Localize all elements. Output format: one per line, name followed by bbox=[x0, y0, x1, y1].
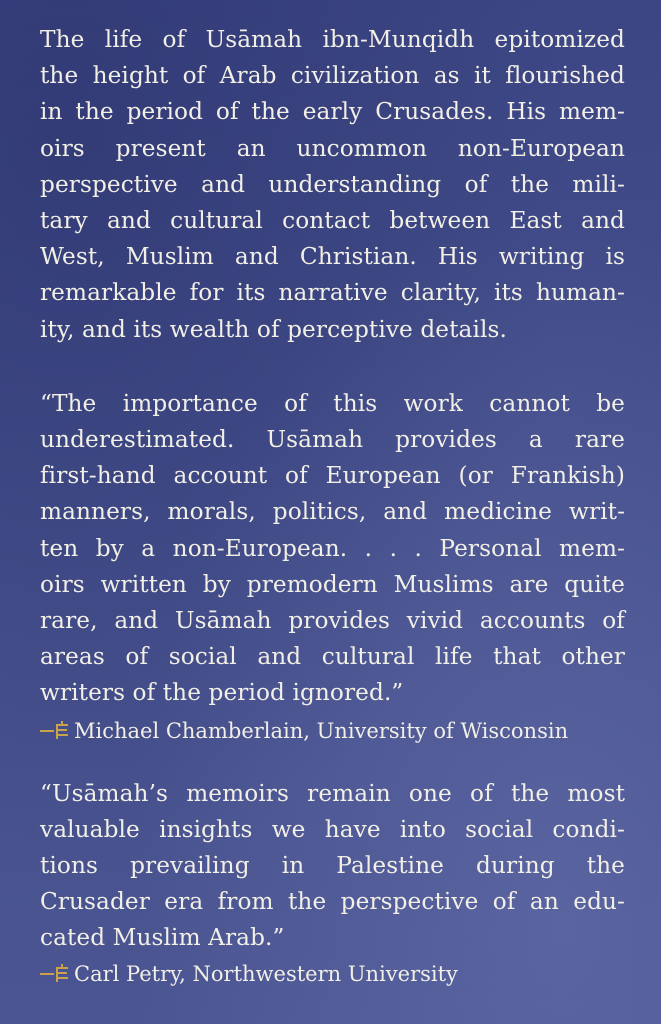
intro-line: remarkable for its narrative clarity, its human- bbox=[40, 279, 625, 307]
quote-line: rare, and Usāmah provides vivid accounts of bbox=[40, 607, 625, 635]
intro-line: West, Muslim and Christian. His writing is bbox=[40, 243, 625, 271]
quote-line: writers of the period ignored.” bbox=[40, 679, 404, 707]
quote-line: “Usāmah’s memoirs remain one of the most bbox=[40, 779, 625, 807]
intro-paragraph bbox=[40, 22, 625, 348]
quote-line: “The importance of this work cannot be bbox=[40, 389, 625, 417]
fleuron-icon bbox=[40, 721, 70, 741]
intro-line: perspective and understanding of the mili- bbox=[40, 170, 625, 198]
attribution-text: Carl Petry, Northwestern University bbox=[74, 961, 458, 986]
intro-line: The life of Usāmah ibn-Munqidh epitomized bbox=[40, 26, 625, 53]
intro-line: the height of Arab civilization as it flourished bbox=[40, 62, 625, 90]
quote-line: Crusader era from the perspective of an edu- bbox=[40, 888, 625, 916]
quote-line: ten by a non-European. . . . Personal mem- bbox=[40, 534, 625, 562]
quote-line: areas of social and cultural life that other bbox=[40, 643, 625, 671]
quote-line: cated Muslim Arab.” bbox=[40, 924, 285, 952]
intro-line: in the period of the early Crusades. His mem- bbox=[40, 98, 625, 126]
quote-line: valuable insights we have into social condi- bbox=[40, 815, 625, 843]
quote-line: underestimated. Usāmah provides a rare bbox=[40, 426, 625, 454]
attribution-petry bbox=[40, 957, 625, 991]
quote-line: tions prevailing in Palestine during the bbox=[40, 852, 625, 880]
quote-line: manners, morals, politics, and medicine writ- bbox=[40, 498, 625, 526]
quote-line: oirs written by premodern Muslims are quite bbox=[40, 570, 625, 598]
attribution-chamberlain bbox=[40, 714, 625, 748]
blurb-quote-chamberlain bbox=[40, 386, 625, 712]
blurb-quote-petry bbox=[40, 776, 625, 957]
attribution-text: Michael Chamberlain, University of Wisconsin bbox=[74, 718, 569, 743]
intro-line: tary and cultural contact between East and bbox=[40, 207, 625, 235]
quote-line: first-hand account of European (or Frankish) bbox=[40, 462, 625, 490]
intro-line: oirs present an uncommon non-European bbox=[40, 134, 625, 162]
fleuron-icon bbox=[40, 964, 70, 984]
intro-line: ity, and its wealth of perceptive details. bbox=[40, 315, 507, 343]
